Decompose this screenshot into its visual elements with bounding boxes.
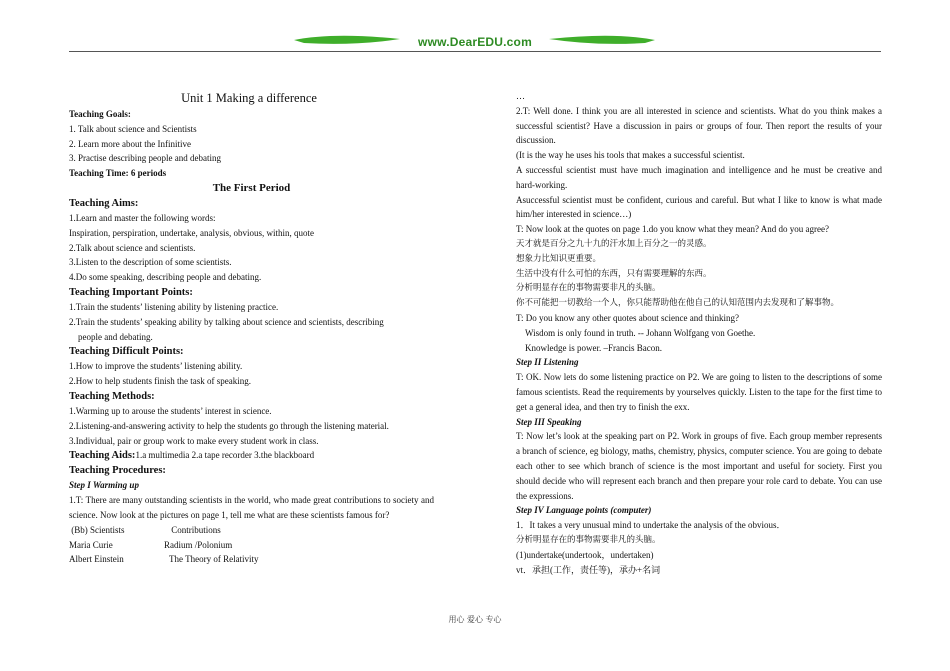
aim-item: 1.Learn and master the following words:	[69, 212, 216, 223]
chinese-quote: 生活中没有什么可怕的东西，只有需要理解的东西。	[516, 268, 712, 279]
aim-item: 3.Listen to the description of some scientists.	[69, 257, 232, 268]
chinese-quote: 分析明显存在的事物需要非凡的头脑。	[516, 283, 661, 294]
paragraph: 2.T: Well done. I think you are all interested in science and scientists. What do you think makes a successful scientist? Have a discussion in pairs or groups of four. Then report the results of your discussion.	[516, 105, 882, 146]
difficult-point: 1.How to improve the students’ listening ability.	[69, 361, 243, 372]
procedures-heading: Teaching Procedures:	[69, 465, 166, 477]
step-text: 1.T: There are many outstanding scientists in the world, who made great contributions to society and science. Now look at the pictures on page 1, tell me what are these scientists famous for?	[69, 495, 434, 520]
paragraph: Asuccessful scientist must be confident, curious and careful. But what I like to know is what made him/her interested in science…)	[516, 194, 882, 220]
aids-text: 1.a multimedia 2.a tape recorder 3.the blackboard	[135, 450, 315, 461]
step-text: T: OK. Now lets do some listening practice on P2. We are going to listen to the descriptions of some famous scientists. Read the requirements by yourselves quickly. Listen to the tape for the first time to get a general idea, and then try to finish the exx.	[516, 372, 882, 412]
methods-heading: Teaching Methods:	[69, 390, 155, 402]
aids-heading: Teaching Aids:	[69, 450, 136, 462]
table-cell: Radium /Polonium	[164, 539, 233, 550]
goal-item: 3. Practise describing people and debating	[69, 153, 221, 164]
table-row	[69, 538, 434, 553]
goals-label: Teaching Goals:	[69, 109, 131, 119]
language-point: (1)undertake(undertook，undertaken)	[516, 549, 654, 560]
chinese-quote: 想象力比知识更重要。	[516, 253, 602, 264]
table-cell: Albert Einstein	[69, 554, 124, 565]
table-cell: Maria Curie	[69, 539, 113, 550]
right-column	[516, 89, 882, 577]
step-heading: Step IV Language points (computer)	[516, 505, 652, 516]
method-item: 2.Listening-and-answering activity to help the students go through the listening material.	[69, 420, 389, 431]
important-point: 1.Train the students’ listening ability by listening practice.	[69, 301, 279, 312]
language-point: vt．承担(工作，责任等)，承办+名词	[516, 564, 661, 575]
chinese-quote: 你不可能把一切教给一个人，你只能帮助他在他自己的认知范围内去发现和了解事物。	[516, 298, 840, 309]
aim-item: Inspiration, perspiration, undertake, analysis, obvious, within, quote	[69, 227, 314, 238]
step-heading: Step II Listening	[516, 357, 579, 368]
paragraph: T: Do you know any other quotes about science and thinking?	[516, 312, 740, 323]
paragraph: T: Now look at the quotes on page 1.do you know what they mean? And do you agree?	[516, 224, 829, 235]
left-column	[69, 89, 434, 567]
difficult-point: 2.How to help students finish the task of speaking.	[69, 376, 251, 387]
site-name: www.DearEDU.com	[418, 35, 532, 49]
table-header-cell: (Bb) Scientists	[71, 524, 125, 535]
aim-item: 4.Do some speaking, describing people and debating.	[69, 272, 262, 283]
language-point: 1．It takes a very unusual mind to undertake the analysis of the obvious．	[516, 520, 786, 531]
step-heading: Step III Speaking	[516, 416, 582, 427]
goal-item: 2. Learn more about the Infinitive	[69, 138, 191, 149]
step-heading: Step I Warming up	[69, 480, 139, 491]
period-heading: The First Period	[212, 181, 291, 194]
important-point-cont: people and debating.	[78, 331, 153, 342]
unit-title: Unit 1 Making a difference	[181, 91, 317, 105]
important-point: 2.Train the students’ speaking ability by talking about science and scientists, describing	[69, 316, 384, 327]
aim-item: 2.Talk about science and scientists.	[69, 242, 196, 253]
quote-line: Knowledge is power. –Francis Bacon.	[525, 342, 662, 353]
paragraph: (It is the way he uses his tools that makes a successful scientist.	[516, 150, 745, 161]
table-row	[69, 552, 434, 567]
important-points-heading: Teaching Important Points:	[69, 286, 193, 298]
method-item: 1.Warming up to arouse the students’ interest in science.	[69, 405, 272, 416]
paragraph: A successful scientist must have much imagination and intelligence and he must be creative and hard-working.	[516, 164, 882, 190]
page-header	[69, 34, 881, 54]
ellipsis: …	[516, 91, 525, 101]
goal-item: 1. Talk about science and Scientists	[69, 123, 197, 134]
right-swoosh-icon	[549, 34, 655, 48]
table-header-row	[69, 523, 434, 538]
header-rule	[69, 51, 881, 52]
chinese-quote: 天才就是百分之九十九的汗水加上百分之一的灵感。	[516, 238, 712, 249]
difficult-points-heading: Teaching Difficult Points:	[69, 346, 184, 358]
quote-line: Wisdom is only found in truth. -- Johann Wolfgang von Goethe.	[525, 327, 756, 338]
table-header-cell: Contributions	[171, 524, 221, 535]
language-point-zh: 分析明显存在的事物需要非凡的头脑。	[516, 534, 661, 545]
aids-line	[69, 448, 434, 463]
aims-heading: Teaching Aims:	[69, 197, 139, 209]
teaching-time: Teaching Time: 6 periods	[69, 168, 167, 179]
step-text: T: Now let’s look at the speaking part on P2. Work in groups of five. Each group member represents a branch of science, eg biology, maths, chemistry, physics, computer science. You are going to debate each other to see which branch of science is the most important and useful for society. First you should decide who will represent each branch and then prepare your role card to debate. You can use the expressions.	[516, 431, 882, 501]
table-cell: The Theory of Relativity	[169, 554, 259, 565]
page-footer: 用心 爱心 专心	[448, 615, 502, 624]
method-item: 3.Individual, pair or group work to make every student work in class.	[69, 435, 319, 446]
